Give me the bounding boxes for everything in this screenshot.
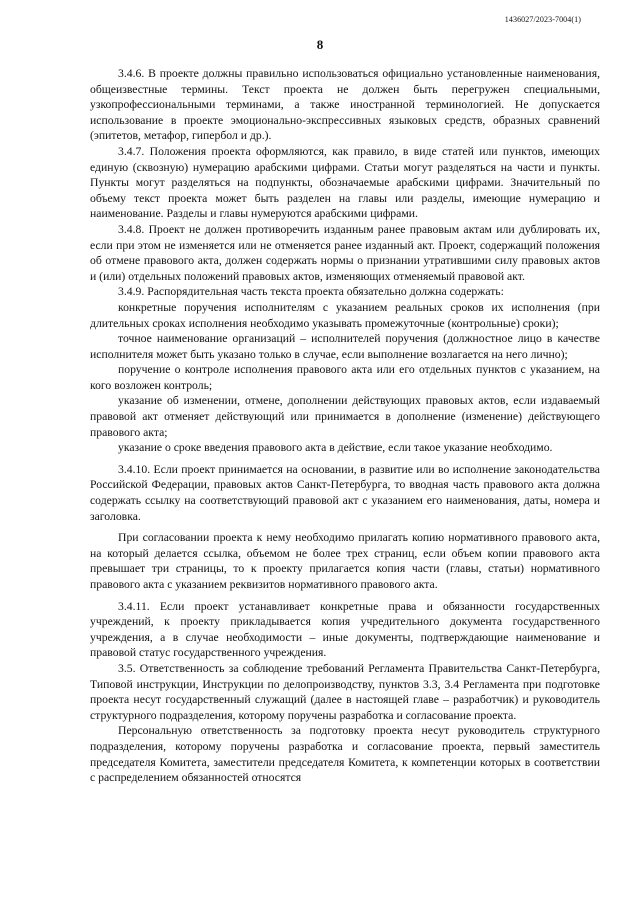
paragraph-3-4-9: 3.4.9. Распорядительная часть текста проекта обязательно должна содержать: [118, 285, 504, 299]
list-item-amendments: указание об изменении, отмене, дополнении действующих правовых актов, если издаваемый правовой акт отменяет действующий или принимается в дополнение (изменение) действующего правового акта; [90, 394, 600, 439]
paragraph-3-4-8: 3.4.8. Проект не должен противоречить изданным ранее правовым актам или дублировать их, если при этом не изменяется или не отменяется ранее изданный акт. Проект, содержащий положения об отмене правового акта, должен содержать нормы о признании утратившими силу правовых актов и (или) отдельных положений правовых актов, изменяющих отменяемый правовой акт. [90, 222, 600, 283]
paragraph-3-4-6: 3.4.6. В проекте должны правильно использоваться официально установленные наименования, общеизвестные термины. Текст проекта не должен быть перегружен специальными, узкопрофессиональными терминами, а также иностранной терминологией. Не допускается использование в проекте эмоционально-экспрессивных языковых средств, образных сравнений (эпитетов, метафор, гипербол и др.). [90, 67, 600, 143]
paragraph-3-5: 3.5. Ответственность за соблюдение требований Регламента Правительства Санкт-Петербурга, Типовой инструкции, Инструкции по делопроизводству, пунктов 3.3, 3.4 Регламента при подготовке проекта несут государственный служащий (далее в настоящей главе – разработчик) и руководитель структурного подразделения, которому поручены разработка и согласование проекта. [90, 661, 600, 722]
paragraph-personal-responsibility: Персональную ответственность за подготовку проекта несут руководитель структурного подразделения, которому поручены разработка и согласование проекта, первый заместитель председателя Комитета, заместители председателя Комитета, к компетенции которых в соответствии с распределением обязанностей относятся [90, 724, 600, 785]
list-item-control: поручение о контроле исполнения правового акта или его отдельных пунктов с указанием, на кого возложен контроль; [90, 363, 600, 392]
document-number: 1436027/2023-7004(1) [504, 15, 581, 24]
list-item-organizations: точное наименование организаций – исполнителей поручения (должностное лицо в качестве исполнителя может быть указано только в случае, если выполнение возлагается на него лично); [90, 332, 600, 361]
paragraph-3-4-7: 3.4.7. Положения проекта оформляются, как правило, в виде статей или пунктов, имеющих единую (сквозную) нумерацию арабскими цифрами. Статьи могут разделяться на части и пункты. Пункты могут разделяться на подпункты, обозначаемые арабскими цифрами. Значительный по объему текст проекта может быть разделен на главы или разделы, имеющие нумерацию и наименование. Разделы и главы нумеруются арабскими цифрами. [90, 144, 600, 221]
paragraph-3-4-11: 3.4.11. Если проект устанавливает конкретные права и обязанности государственных учреждений, к проекту прикладывается копия учредительного документа государственного учреждения, а в случае необходимости – иные документы, подтверждающие наименование и правовой статус государственного учреждения. [90, 599, 600, 660]
list-item-effective-date: указание о сроке введения правового акта в действие, если такое указание необходимо. [118, 441, 553, 455]
paragraph-copy-requirement: При согласовании проекта к нему необходимо прилагать копию нормативного правового акта, на который делается ссылка, объемом не более трех страниц, если объем копии правового акта превышает три страницы, то к проекту прилагается копия части (главы, статьи) нормативного правового акта с указанием реквизитов нормативного правового акта. [90, 531, 600, 591]
document-body [90, 66, 600, 786]
page-number: 8 [316, 37, 324, 52]
list-item-orders: конкретные поручения исполнителям с указанием реальных сроков их исполнения (при длительных сроках исполнения необходимо указывать промежуточные (контрольные) сроки); [90, 300, 600, 330]
paragraph-3-4-10: 3.4.10. Если проект принимается на основании, в развитие или во исполнение законодательства Российской Федерации, правовых актов Санкт-Петербурга, то вводная часть правового акта должна содержать ссылку на соответствующий правовой акт с указанием его наименования, даты, номера и заголовка. [90, 462, 600, 523]
